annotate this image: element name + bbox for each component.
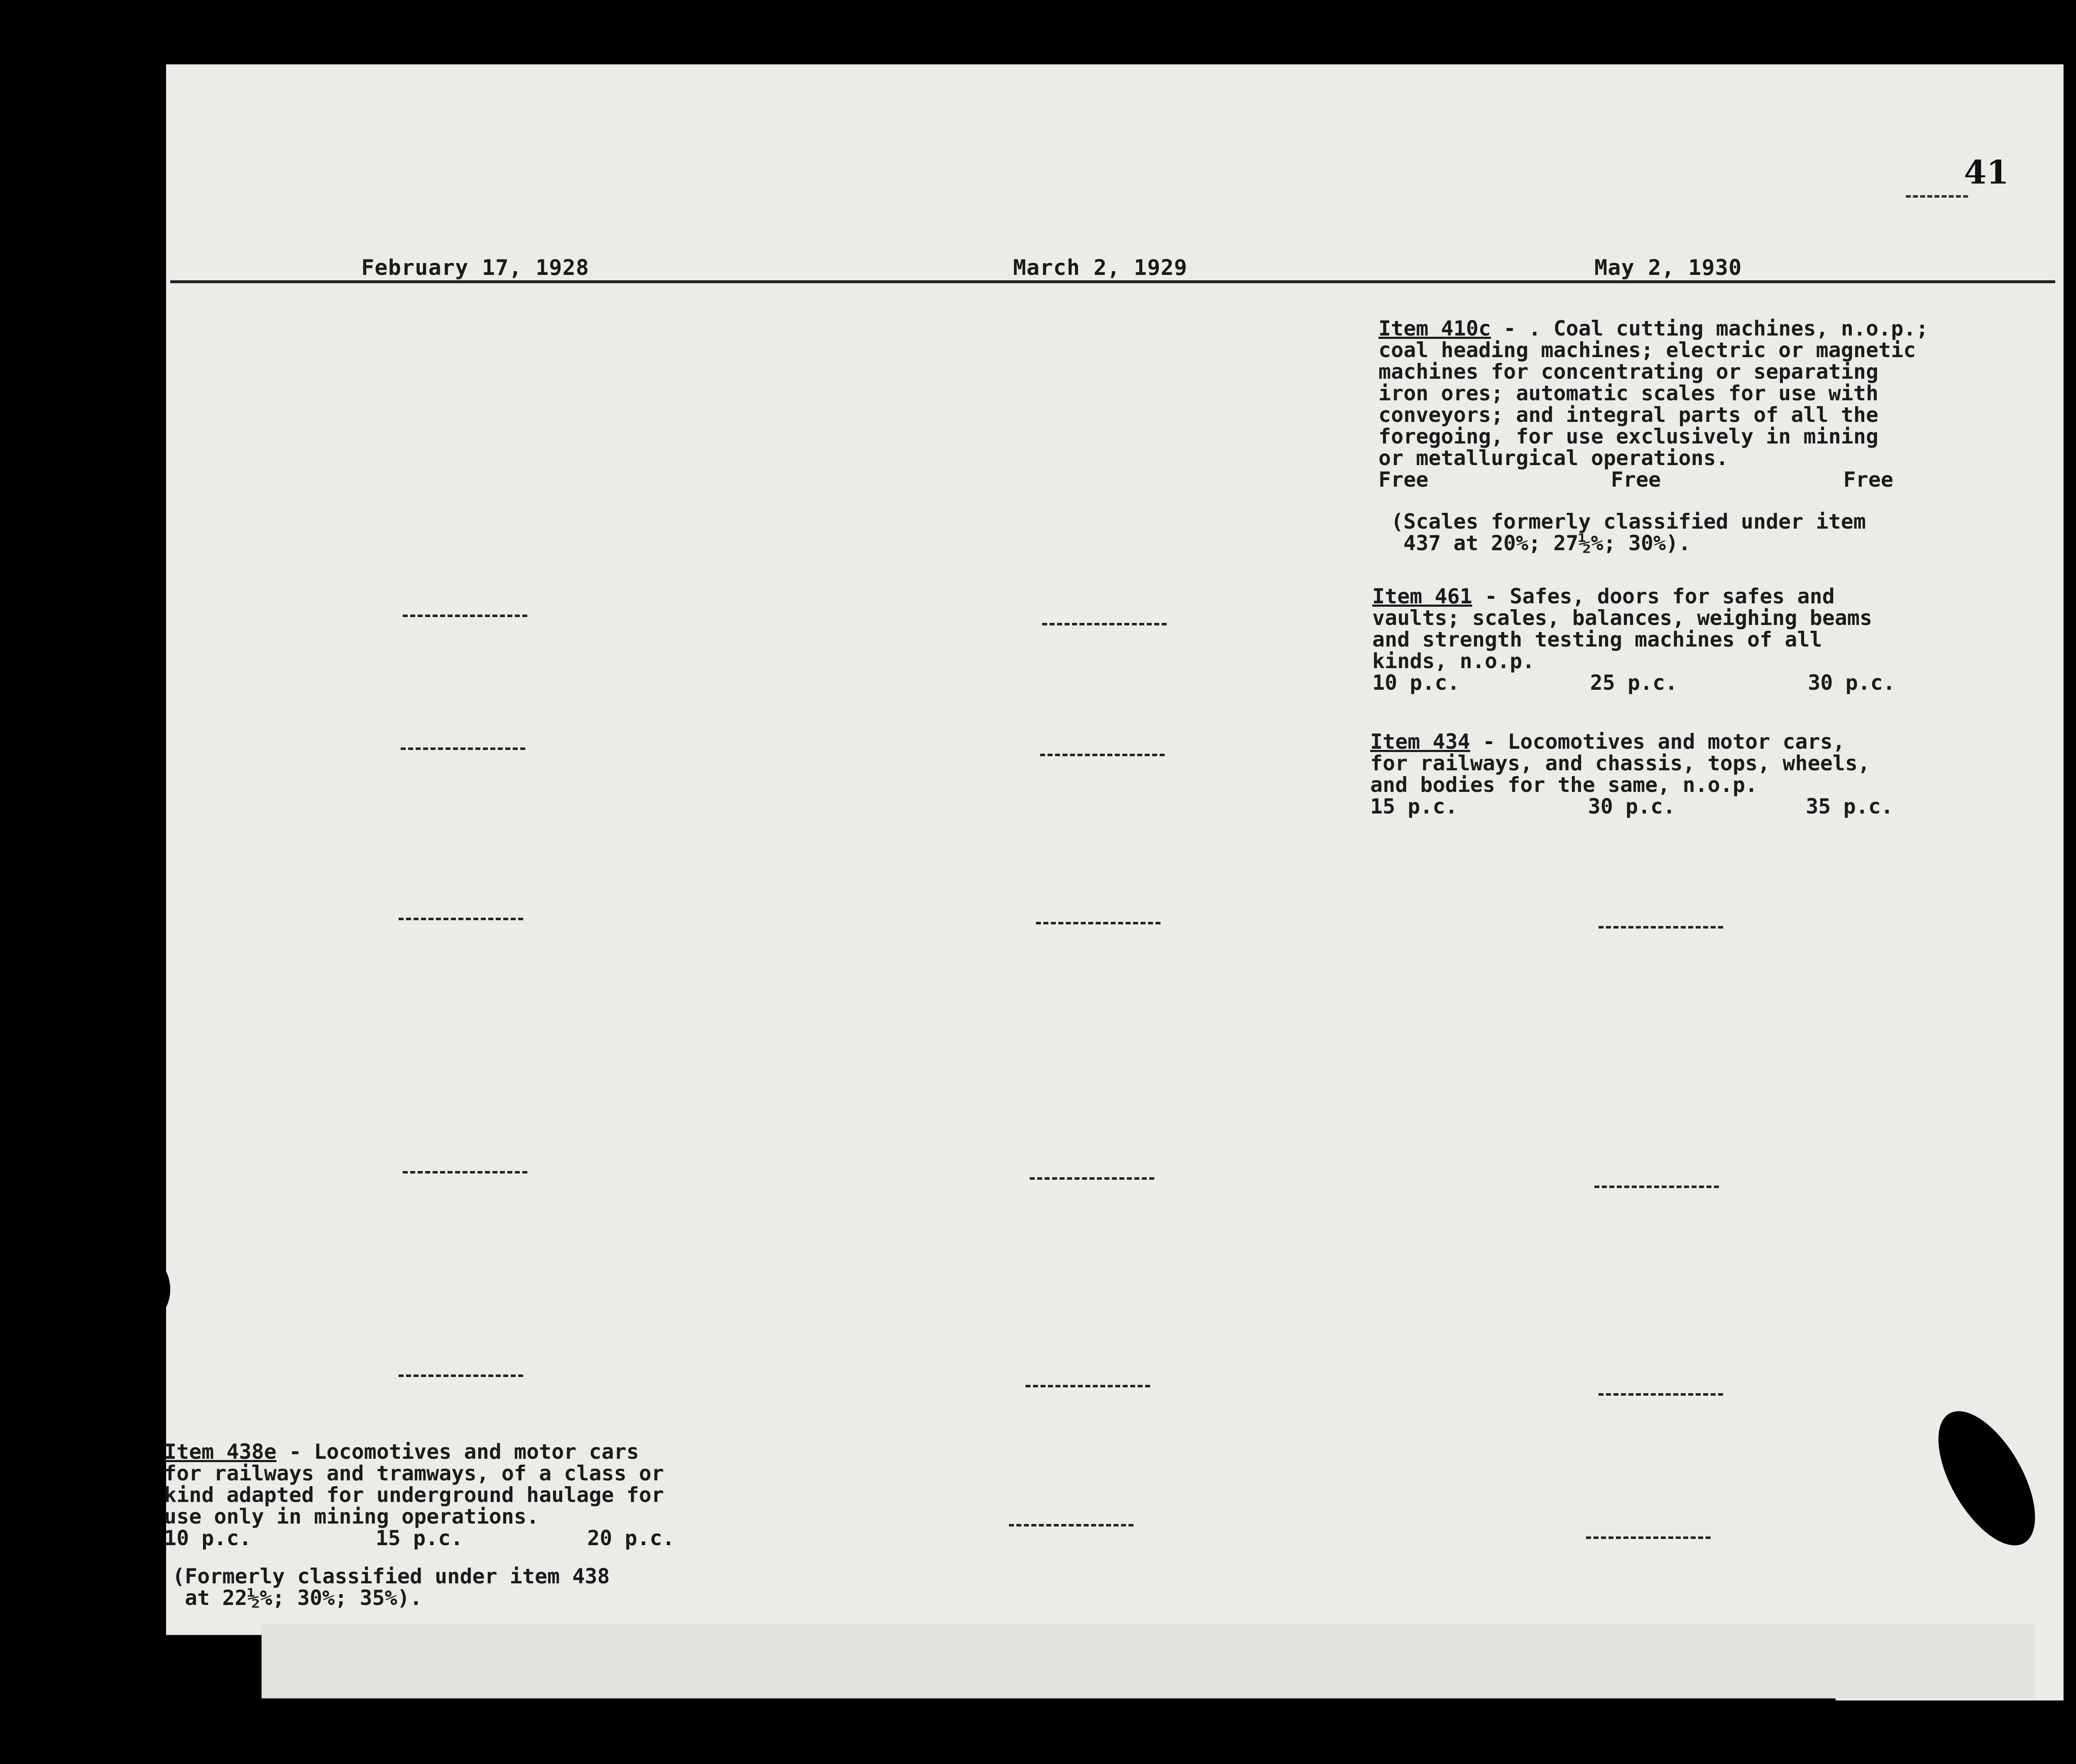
entry-item-438e (164, 1441, 683, 1549)
rate-1928: 15 p.c. (1370, 794, 1458, 818)
entry-line: for railways and tramways, of a class or (164, 1461, 664, 1485)
entry-line: machines for concentrating or separating (1378, 360, 1879, 384)
blank-dash (1599, 1393, 1723, 1396)
rates-row (164, 1527, 675, 1549)
blank-dash (1594, 1186, 1719, 1188)
blank-dash (1599, 926, 1723, 929)
entry-line: vaults; scales, balances, weighing beams (1372, 606, 1873, 630)
entry-line: - Locomotives and motor cars (289, 1440, 639, 1464)
column-date-1930: May 2, 1930 (1594, 255, 1742, 280)
blank-dash (1026, 1385, 1150, 1387)
note-line: at 22½%; 30%; 35%). (185, 1586, 422, 1610)
entry-line: use only in mining operations. (164, 1504, 539, 1529)
entry-line: coal heading machines; electric or magnetic (1378, 338, 1916, 362)
rates-row (1378, 469, 1893, 490)
blank-dash (1040, 754, 1165, 756)
header-rule (170, 280, 2055, 283)
blank-dash (399, 1374, 523, 1377)
entry-line: - Locomotives and motor cars, (1482, 730, 1845, 754)
rate-1929: 30 p.c. (1588, 794, 1676, 818)
blank-dash (1036, 922, 1160, 924)
rate-1928: 10 p.c. (164, 1526, 252, 1550)
rate-1930: Free (1843, 468, 1893, 492)
rate-1930: 30 p.c. (1808, 671, 1895, 695)
rate-1929: 15 p.c. (375, 1526, 463, 1550)
note-line: (Scales formerly classified under item (1391, 510, 1866, 534)
entry-line: kinds, n.o.p. (1372, 649, 1535, 673)
entry-item-410c (1378, 318, 1947, 490)
rates-row (1372, 672, 1895, 693)
column-date-1929: March 2, 1929 (1013, 255, 1187, 280)
note-line: 437 at 20%; 27½%; 30%). (1403, 531, 1691, 555)
entry-line: - . Coal cutting machines, n.o.p.; (1503, 316, 1929, 341)
entry-line: - Safes, doors for safes and (1484, 584, 1835, 608)
rate-1929: Free (1611, 468, 1661, 492)
rate-1930: 35 p.c. (1806, 794, 1893, 818)
binder-clip-left (125, 1258, 170, 1321)
blank-dash (1586, 1536, 1711, 1539)
entry-line: and bodies for the same, n.o.p. (1370, 773, 1758, 797)
blank-dash (399, 918, 523, 920)
entry-line: and strength testing machines of all (1372, 627, 1822, 652)
page-number-dash (1906, 195, 1968, 198)
rates-row (1370, 796, 1893, 817)
sheet-lower-layer (262, 1624, 2034, 1698)
blank-dash (403, 615, 527, 617)
rate-1930: 20 p.c. (587, 1526, 675, 1550)
entry-line: kind adapted for underground haulage for (164, 1483, 664, 1507)
entry-line: conveyors; and integral parts of all the (1378, 403, 1879, 427)
blank-dash (1042, 623, 1167, 625)
entry-line: or metallurgical operations. (1378, 446, 1728, 470)
note-438e (172, 1566, 610, 1609)
rate-1929: 25 p.c. (1590, 671, 1678, 695)
entry-line: foregoing, for use exclusively in mining (1378, 424, 1879, 448)
column-date-1928: February 17, 1928 (361, 255, 590, 280)
item-number: Item 438e (164, 1440, 277, 1464)
entry-item-461 (1372, 586, 1912, 693)
page-number: 41 (1964, 154, 2009, 191)
entry-item-434 (1370, 731, 1910, 817)
rate-1928: 10 p.c. (1372, 671, 1460, 695)
blank-dash (1030, 1177, 1154, 1180)
item-number: Item 461 (1372, 584, 1472, 608)
item-number: Item 434 (1370, 730, 1470, 754)
rate-1928: Free (1378, 468, 1429, 492)
note-line: (Formerly classified under item 438 (172, 1564, 610, 1588)
entry-line: for railways, and chassis, tops, wheels, (1370, 751, 1870, 775)
blank-dash (1009, 1524, 1133, 1526)
item-number: Item 410c (1378, 316, 1491, 341)
note-410c (1391, 511, 1866, 554)
entry-line: iron ores; automatic scales for use with (1378, 381, 1879, 405)
blank-dash (403, 1171, 527, 1174)
blank-dash (401, 747, 525, 750)
